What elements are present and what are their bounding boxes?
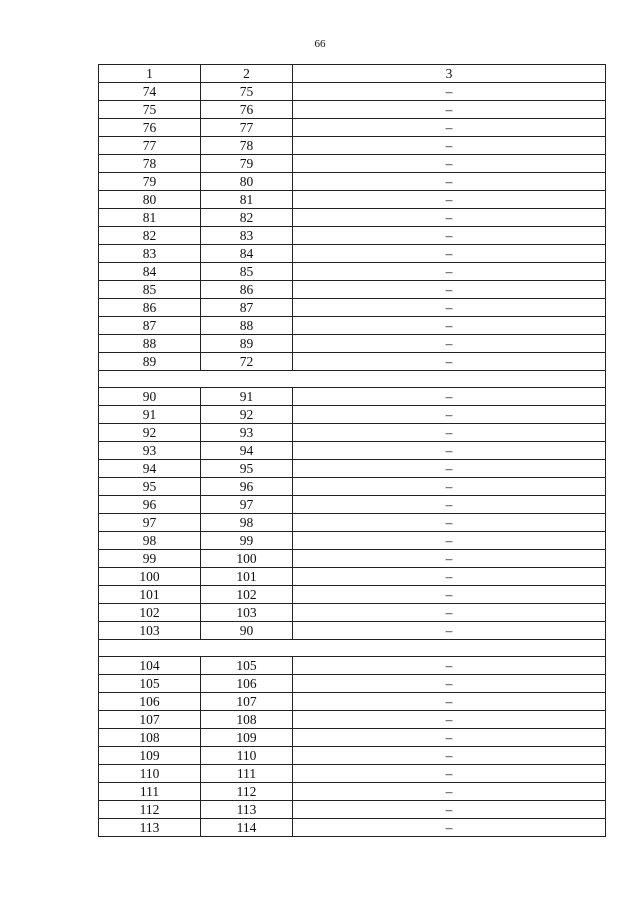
table-row	[99, 299, 606, 317]
cell-col-2: 95	[201, 460, 293, 478]
cell-col-2: 77	[201, 119, 293, 137]
cell-col-2: 79	[201, 155, 293, 173]
cell-col-1: 88	[99, 335, 201, 353]
table-row	[99, 227, 606, 245]
cell-col-1: 75	[99, 101, 201, 119]
table-row	[99, 83, 606, 101]
cell-col-3: –	[293, 281, 606, 299]
cell-col-1: 92	[99, 424, 201, 442]
cell-col-1: 78	[99, 155, 201, 173]
cell-col-2: 93	[201, 424, 293, 442]
table-row	[99, 478, 606, 496]
cell-col-2: 110	[201, 747, 293, 765]
cell-col-3: –	[293, 137, 606, 155]
cell-col-3: –	[293, 406, 606, 424]
table-row	[99, 173, 606, 191]
cell-col-3: –	[293, 711, 606, 729]
table-row	[99, 155, 606, 173]
cell-col-1: 110	[99, 765, 201, 783]
cell-col-2: 86	[201, 281, 293, 299]
table-row	[99, 442, 606, 460]
cell-col-1: 103	[99, 622, 201, 640]
table-row	[99, 263, 606, 281]
cell-col-2: 87	[201, 299, 293, 317]
cell-col-3: –	[293, 83, 606, 101]
cell-col-3: –	[293, 245, 606, 263]
table-row	[99, 819, 606, 837]
cell-col-1: 109	[99, 747, 201, 765]
cell-col-3: –	[293, 353, 606, 371]
cell-col-3: –	[293, 586, 606, 604]
cell-col-1: 104	[99, 657, 201, 675]
cell-col-1: 77	[99, 137, 201, 155]
cell-col-2: 91	[201, 388, 293, 406]
cell-col-1: 91	[99, 406, 201, 424]
table-row	[99, 388, 606, 406]
cell-col-2: 94	[201, 442, 293, 460]
cell-col-3: –	[293, 622, 606, 640]
cell-col-2: 97	[201, 496, 293, 514]
table-row	[99, 245, 606, 263]
cell-col-2: 82	[201, 209, 293, 227]
cell-col-3: –	[293, 119, 606, 137]
cell-col-1: 94	[99, 460, 201, 478]
cell-col-1: 89	[99, 353, 201, 371]
cell-col-2: 80	[201, 173, 293, 191]
table-row	[99, 604, 606, 622]
cell-col-1: 101	[99, 586, 201, 604]
cell-col-3: –	[293, 299, 606, 317]
cell-col-2: 101	[201, 568, 293, 586]
cell-col-2: 89	[201, 335, 293, 353]
cell-col-1: 84	[99, 263, 201, 281]
cell-col-3: –	[293, 442, 606, 460]
cell-col-3: –	[293, 765, 606, 783]
table-row	[99, 317, 606, 335]
cell-col-2: 76	[201, 101, 293, 119]
cell-col-3: –	[293, 155, 606, 173]
cell-col-1: 100	[99, 568, 201, 586]
table-row	[99, 693, 606, 711]
cell-col-1: 106	[99, 693, 201, 711]
separator-cell	[99, 640, 606, 657]
table-row	[99, 729, 606, 747]
cell-col-2: 96	[201, 478, 293, 496]
cell-col-3: –	[293, 514, 606, 532]
cell-col-2: 100	[201, 550, 293, 568]
cell-col-1: 95	[99, 478, 201, 496]
cell-col-1: 98	[99, 532, 201, 550]
table-row	[99, 801, 606, 819]
cell-col-1: 80	[99, 191, 201, 209]
cell-col-3: –	[293, 317, 606, 335]
cell-col-2: 78	[201, 137, 293, 155]
cell-col-3: –	[293, 173, 606, 191]
cell-col-3: –	[293, 335, 606, 353]
cell-col-3: –	[293, 209, 606, 227]
table-row	[99, 281, 606, 299]
header-cell-2: 2	[201, 65, 293, 83]
cell-col-2: 105	[201, 657, 293, 675]
cell-col-2: 102	[201, 586, 293, 604]
cell-col-3: –	[293, 550, 606, 568]
separator-cell	[99, 371, 606, 388]
cell-col-1: 113	[99, 819, 201, 837]
cell-col-1: 105	[99, 675, 201, 693]
table-row	[99, 675, 606, 693]
cell-col-1: 102	[99, 604, 201, 622]
table-row	[99, 101, 606, 119]
table-row	[99, 406, 606, 424]
cell-col-1: 111	[99, 783, 201, 801]
header-cell-3: 3	[293, 65, 606, 83]
table-row	[99, 622, 606, 640]
cell-col-1: 99	[99, 550, 201, 568]
table-row	[99, 460, 606, 478]
cell-col-2: 98	[201, 514, 293, 532]
cell-col-3: –	[293, 729, 606, 747]
header-row	[99, 65, 606, 83]
cell-col-3: –	[293, 227, 606, 245]
cell-col-3: –	[293, 263, 606, 281]
table-row	[99, 586, 606, 604]
cell-col-3: –	[293, 424, 606, 442]
table-body	[99, 65, 606, 837]
cell-col-3: –	[293, 191, 606, 209]
cell-col-2: 88	[201, 317, 293, 335]
group-separator-row	[99, 371, 606, 388]
table-row	[99, 191, 606, 209]
cell-col-1: 112	[99, 801, 201, 819]
cell-col-2: 114	[201, 819, 293, 837]
cell-col-1: 107	[99, 711, 201, 729]
cell-col-2: 108	[201, 711, 293, 729]
cell-col-2: 75	[201, 83, 293, 101]
cell-col-3: –	[293, 693, 606, 711]
cell-col-3: –	[293, 747, 606, 765]
cell-col-3: –	[293, 604, 606, 622]
table-row	[99, 137, 606, 155]
cell-col-1: 87	[99, 317, 201, 335]
cell-col-3: –	[293, 801, 606, 819]
cell-col-2: 83	[201, 227, 293, 245]
cell-col-2: 111	[201, 765, 293, 783]
cell-col-2: 84	[201, 245, 293, 263]
table-row	[99, 765, 606, 783]
cell-col-3: –	[293, 568, 606, 586]
table-row	[99, 335, 606, 353]
table-row	[99, 514, 606, 532]
table-row	[99, 209, 606, 227]
cell-col-1: 74	[99, 83, 201, 101]
cell-col-3: –	[293, 657, 606, 675]
data-table	[98, 64, 606, 837]
table-row	[99, 119, 606, 137]
header-cell-1: 1	[99, 65, 201, 83]
cell-col-1: 79	[99, 173, 201, 191]
cell-col-3: –	[293, 783, 606, 801]
cell-col-1: 76	[99, 119, 201, 137]
cell-col-2: 103	[201, 604, 293, 622]
cell-col-1: 93	[99, 442, 201, 460]
cell-col-1: 86	[99, 299, 201, 317]
cell-col-2: 107	[201, 693, 293, 711]
cell-col-2: 85	[201, 263, 293, 281]
cell-col-1: 81	[99, 209, 201, 227]
cell-col-2: 99	[201, 532, 293, 550]
table-row	[99, 496, 606, 514]
cell-col-3: –	[293, 496, 606, 514]
cell-col-1: 96	[99, 496, 201, 514]
cell-col-2: 106	[201, 675, 293, 693]
table-row	[99, 353, 606, 371]
cell-col-1: 108	[99, 729, 201, 747]
cell-col-3: –	[293, 101, 606, 119]
table-row	[99, 532, 606, 550]
table-row	[99, 747, 606, 765]
cell-col-3: –	[293, 388, 606, 406]
cell-col-2: 72	[201, 353, 293, 371]
cell-col-3: –	[293, 532, 606, 550]
cell-col-2: 81	[201, 191, 293, 209]
cell-col-2: 109	[201, 729, 293, 747]
table-row	[99, 711, 606, 729]
table-row	[99, 424, 606, 442]
cell-col-1: 97	[99, 514, 201, 532]
table-row	[99, 568, 606, 586]
cell-col-1: 85	[99, 281, 201, 299]
page-number: 66	[314, 38, 326, 50]
cell-col-1: 82	[99, 227, 201, 245]
cell-col-3: –	[293, 478, 606, 496]
cell-col-3: –	[293, 675, 606, 693]
cell-col-2: 113	[201, 801, 293, 819]
cell-col-1: 90	[99, 388, 201, 406]
table-row	[99, 783, 606, 801]
cell-col-2: 90	[201, 622, 293, 640]
cell-col-1: 83	[99, 245, 201, 263]
table-row	[99, 657, 606, 675]
cell-col-2: 92	[201, 406, 293, 424]
cell-col-2: 112	[201, 783, 293, 801]
cell-col-3: –	[293, 819, 606, 837]
group-separator-row	[99, 640, 606, 657]
cell-col-3: –	[293, 460, 606, 478]
table-row	[99, 550, 606, 568]
